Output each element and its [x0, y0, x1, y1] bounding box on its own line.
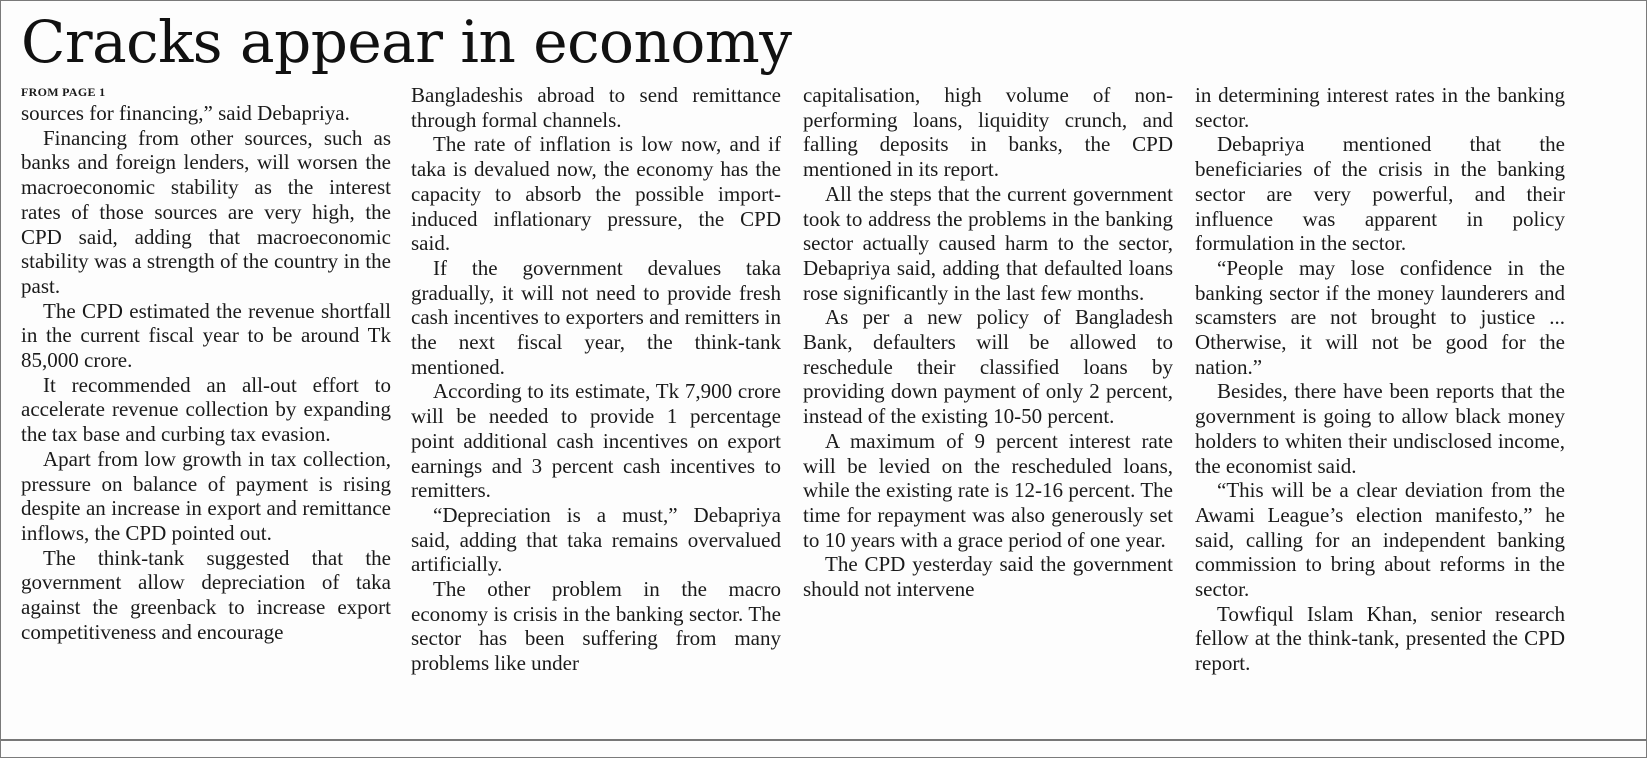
paragraph: Bangladeshis abroad to send remittance through formal channels. — [411, 83, 781, 132]
column-4 — [1195, 83, 1565, 728]
paragraph: The think-tank suggested that the government allow depreciation of taka against the greenback to increase export competitiveness and encourage — [21, 545, 391, 644]
paragraph: “Depreciation is a must,” Debapriya said, adding that taka remains overvalued artificially. — [411, 502, 781, 577]
paragraph: “This will be a clear deviation from the Awami League’s election manifesto,” he said, calling for an independent banking commission to bring about reforms in the sector. — [1195, 478, 1565, 602]
paragraph: Apart from low growth in tax collection, pressure on balance of payment is rising despite an increase in export and remittance inflows, the CPD pointed out. — [21, 446, 391, 545]
paragraph: The other problem in the macro economy is crisis in the banking sector. The sector has been suffering from many problems like under — [411, 577, 781, 676]
paragraph: Towfiqul Islam Khan, senior research fellow at the think-tank, presented the CPD report. — [1195, 601, 1565, 676]
paragraph: It recommended an all-out effort to accelerate revenue collection by expanding the tax base and curbing tax evasion. — [21, 372, 391, 447]
paragraph: “People may lose confidence in the banking sector if the money launderers and scamsters are not brought to justice ... Otherwise, it will not be good for the nation.” — [1195, 255, 1565, 379]
bottom-rule — [1, 739, 1647, 741]
paragraph: All the steps that the current government took to address the problems in the banking sector actually caused harm to the sector, Debapriya said, adding that defaulted loans rose significantly in the last few months. — [803, 181, 1173, 305]
paragraph: Financing from other sources, such as banks and foreign lenders, will worsen the macroeconomic stability as the interest rates of those sources are very high, the CPD said, adding that macroeconomic stability was a strength of the country in the past. — [21, 125, 391, 298]
continued-from-label: FROM PAGE 1 — [21, 85, 106, 99]
headline: Cracks appear in economy — [21, 8, 792, 76]
column-2 — [411, 83, 781, 728]
paragraph: As per a new policy of Bangladesh Bank, defaulters will be allowed to reschedule their classified loans by providing down payment of only 2 percent, instead of the existing 10-50 percent. — [803, 305, 1173, 429]
paragraph: If the government devalues taka gradually, it will not need to provide fresh cash incentives to exporters and remitters in the next fiscal year, the think-tank mentioned. — [411, 255, 781, 379]
article-body — [21, 83, 1631, 728]
paragraph: The CPD yesterday said the government should not intervene — [803, 552, 1173, 602]
paragraph: The CPD estimated the revenue shortfall in the current fiscal year to be around Tk 85,000 crore. — [21, 298, 391, 373]
paragraph: sources for financing,” said Debapriya. — [21, 101, 350, 125]
paragraph: Besides, there have been reports that the government is going to allow black money holders to whiten their undisclosed income, the economist said. — [1195, 379, 1565, 478]
paragraph: Debapriya mentioned that the beneficiaries of the crisis in the banking sector are very powerful, and their influence was apparent in policy formulation in the sector. — [1195, 132, 1565, 256]
paragraph: The rate of inflation is low now, and if taka is devalued now, the economy has the capacity to absorb the possible import-induced inflationary pressure, the CPD said. — [411, 132, 781, 256]
column-3 — [803, 83, 1173, 728]
paragraph: According to its estimate, Tk 7,900 crore will be needed to provide 1 percentage point additional cash incentives on export earnings and 3 percent cash incentives to remitters. — [411, 379, 781, 503]
paragraph: in determining interest rates in the banking sector. — [1195, 83, 1565, 132]
column-1 — [21, 83, 391, 728]
paragraph: A maximum of 9 percent interest rate will be levied on the rescheduled loans, while the existing rate is 12-16 percent. The time for repayment was also generously set to 10 years with a grace period of one year. — [803, 428, 1173, 552]
paragraph: capitalisation, high volume of non-performing loans, liquidity crunch, and falling deposits in banks, the CPD mentioned in its report. — [803, 83, 1173, 182]
